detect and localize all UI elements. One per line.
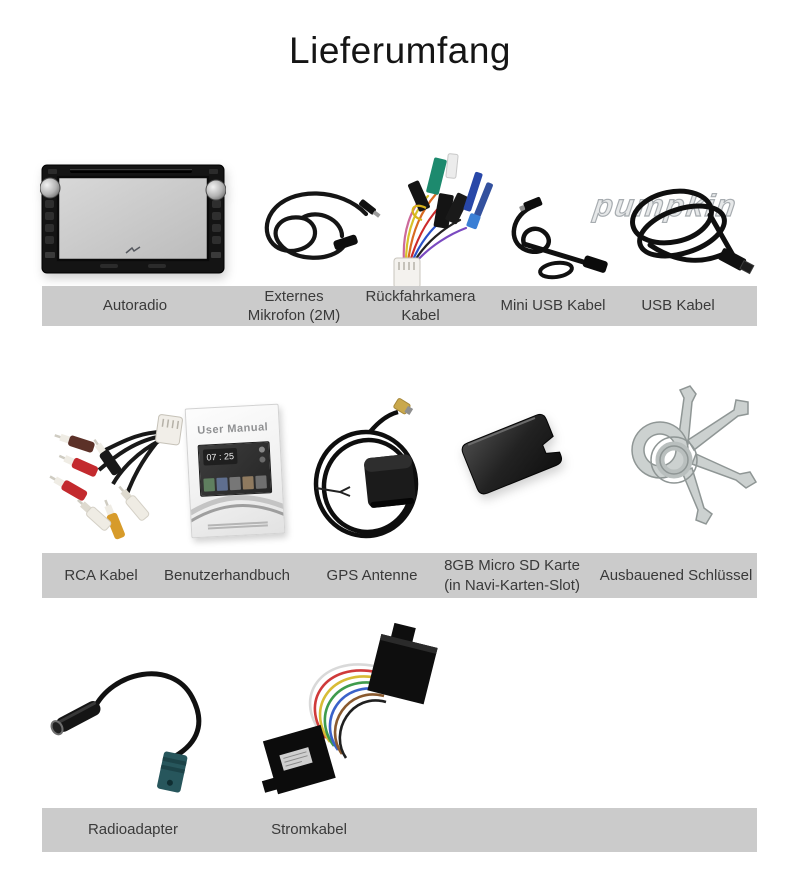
removal-keys-image bbox=[610, 382, 760, 527]
label-rueckfahrkamera-kabel bbox=[348, 287, 493, 325]
gps-antenna-image bbox=[306, 396, 441, 544]
manual-screen-icon bbox=[259, 456, 265, 462]
manual-swoosh-graphic bbox=[190, 483, 284, 526]
label-line: Kabel bbox=[401, 307, 440, 324]
label-rca-kabel: RCA Kabel bbox=[64, 567, 138, 584]
label-usb-kabel: USB Kabel bbox=[641, 297, 715, 314]
label-stromkabel: Stromkabel bbox=[271, 821, 347, 838]
radio-adapter-image bbox=[42, 645, 247, 805]
label-mini-usb-kabel: Mini USB Kabel bbox=[500, 297, 606, 314]
label-line: (in Navi-Karten-Slot) bbox=[444, 577, 580, 594]
rear-camera-cable-image bbox=[392, 150, 507, 290]
brand-watermark: pumpkin bbox=[591, 188, 740, 223]
manual-screen-icon bbox=[259, 446, 265, 452]
usb-cable-image bbox=[610, 175, 760, 287]
label-line: Externes bbox=[264, 288, 324, 305]
external-microphone-cable-image bbox=[246, 178, 391, 283]
label-line: Rückfahrkamera bbox=[365, 288, 476, 305]
manual-cover-title: User Manual bbox=[197, 421, 269, 437]
power-cable-image bbox=[252, 612, 462, 807]
label-gps-antenne: GPS Antenne bbox=[326, 567, 418, 584]
rca-cable-image bbox=[45, 410, 190, 540]
autoradio-image bbox=[40, 160, 226, 275]
label-line: 8GB Micro SD Karte bbox=[444, 557, 580, 574]
manual-cover-clock: 07 : 25 bbox=[203, 448, 238, 466]
label-line: Mikrofon (2M) bbox=[247, 307, 341, 324]
label-ausbauened-schluessel: Ausbauened Schlüssel bbox=[599, 567, 753, 584]
user-manual-image bbox=[185, 404, 286, 539]
page-title: Lieferumfang bbox=[289, 30, 511, 71]
label-benutzerhandbuch: Benutzerhandbuch bbox=[164, 567, 290, 584]
mini-usb-cable-image bbox=[504, 194, 612, 289]
label-externes-mikrofon bbox=[224, 287, 364, 325]
label-autoradio: Autoradio bbox=[102, 297, 168, 314]
micro-sd-card-image bbox=[456, 410, 568, 522]
label-micro-sd-karte bbox=[428, 556, 596, 596]
label-radioadapter: Radioadapter bbox=[87, 821, 179, 838]
